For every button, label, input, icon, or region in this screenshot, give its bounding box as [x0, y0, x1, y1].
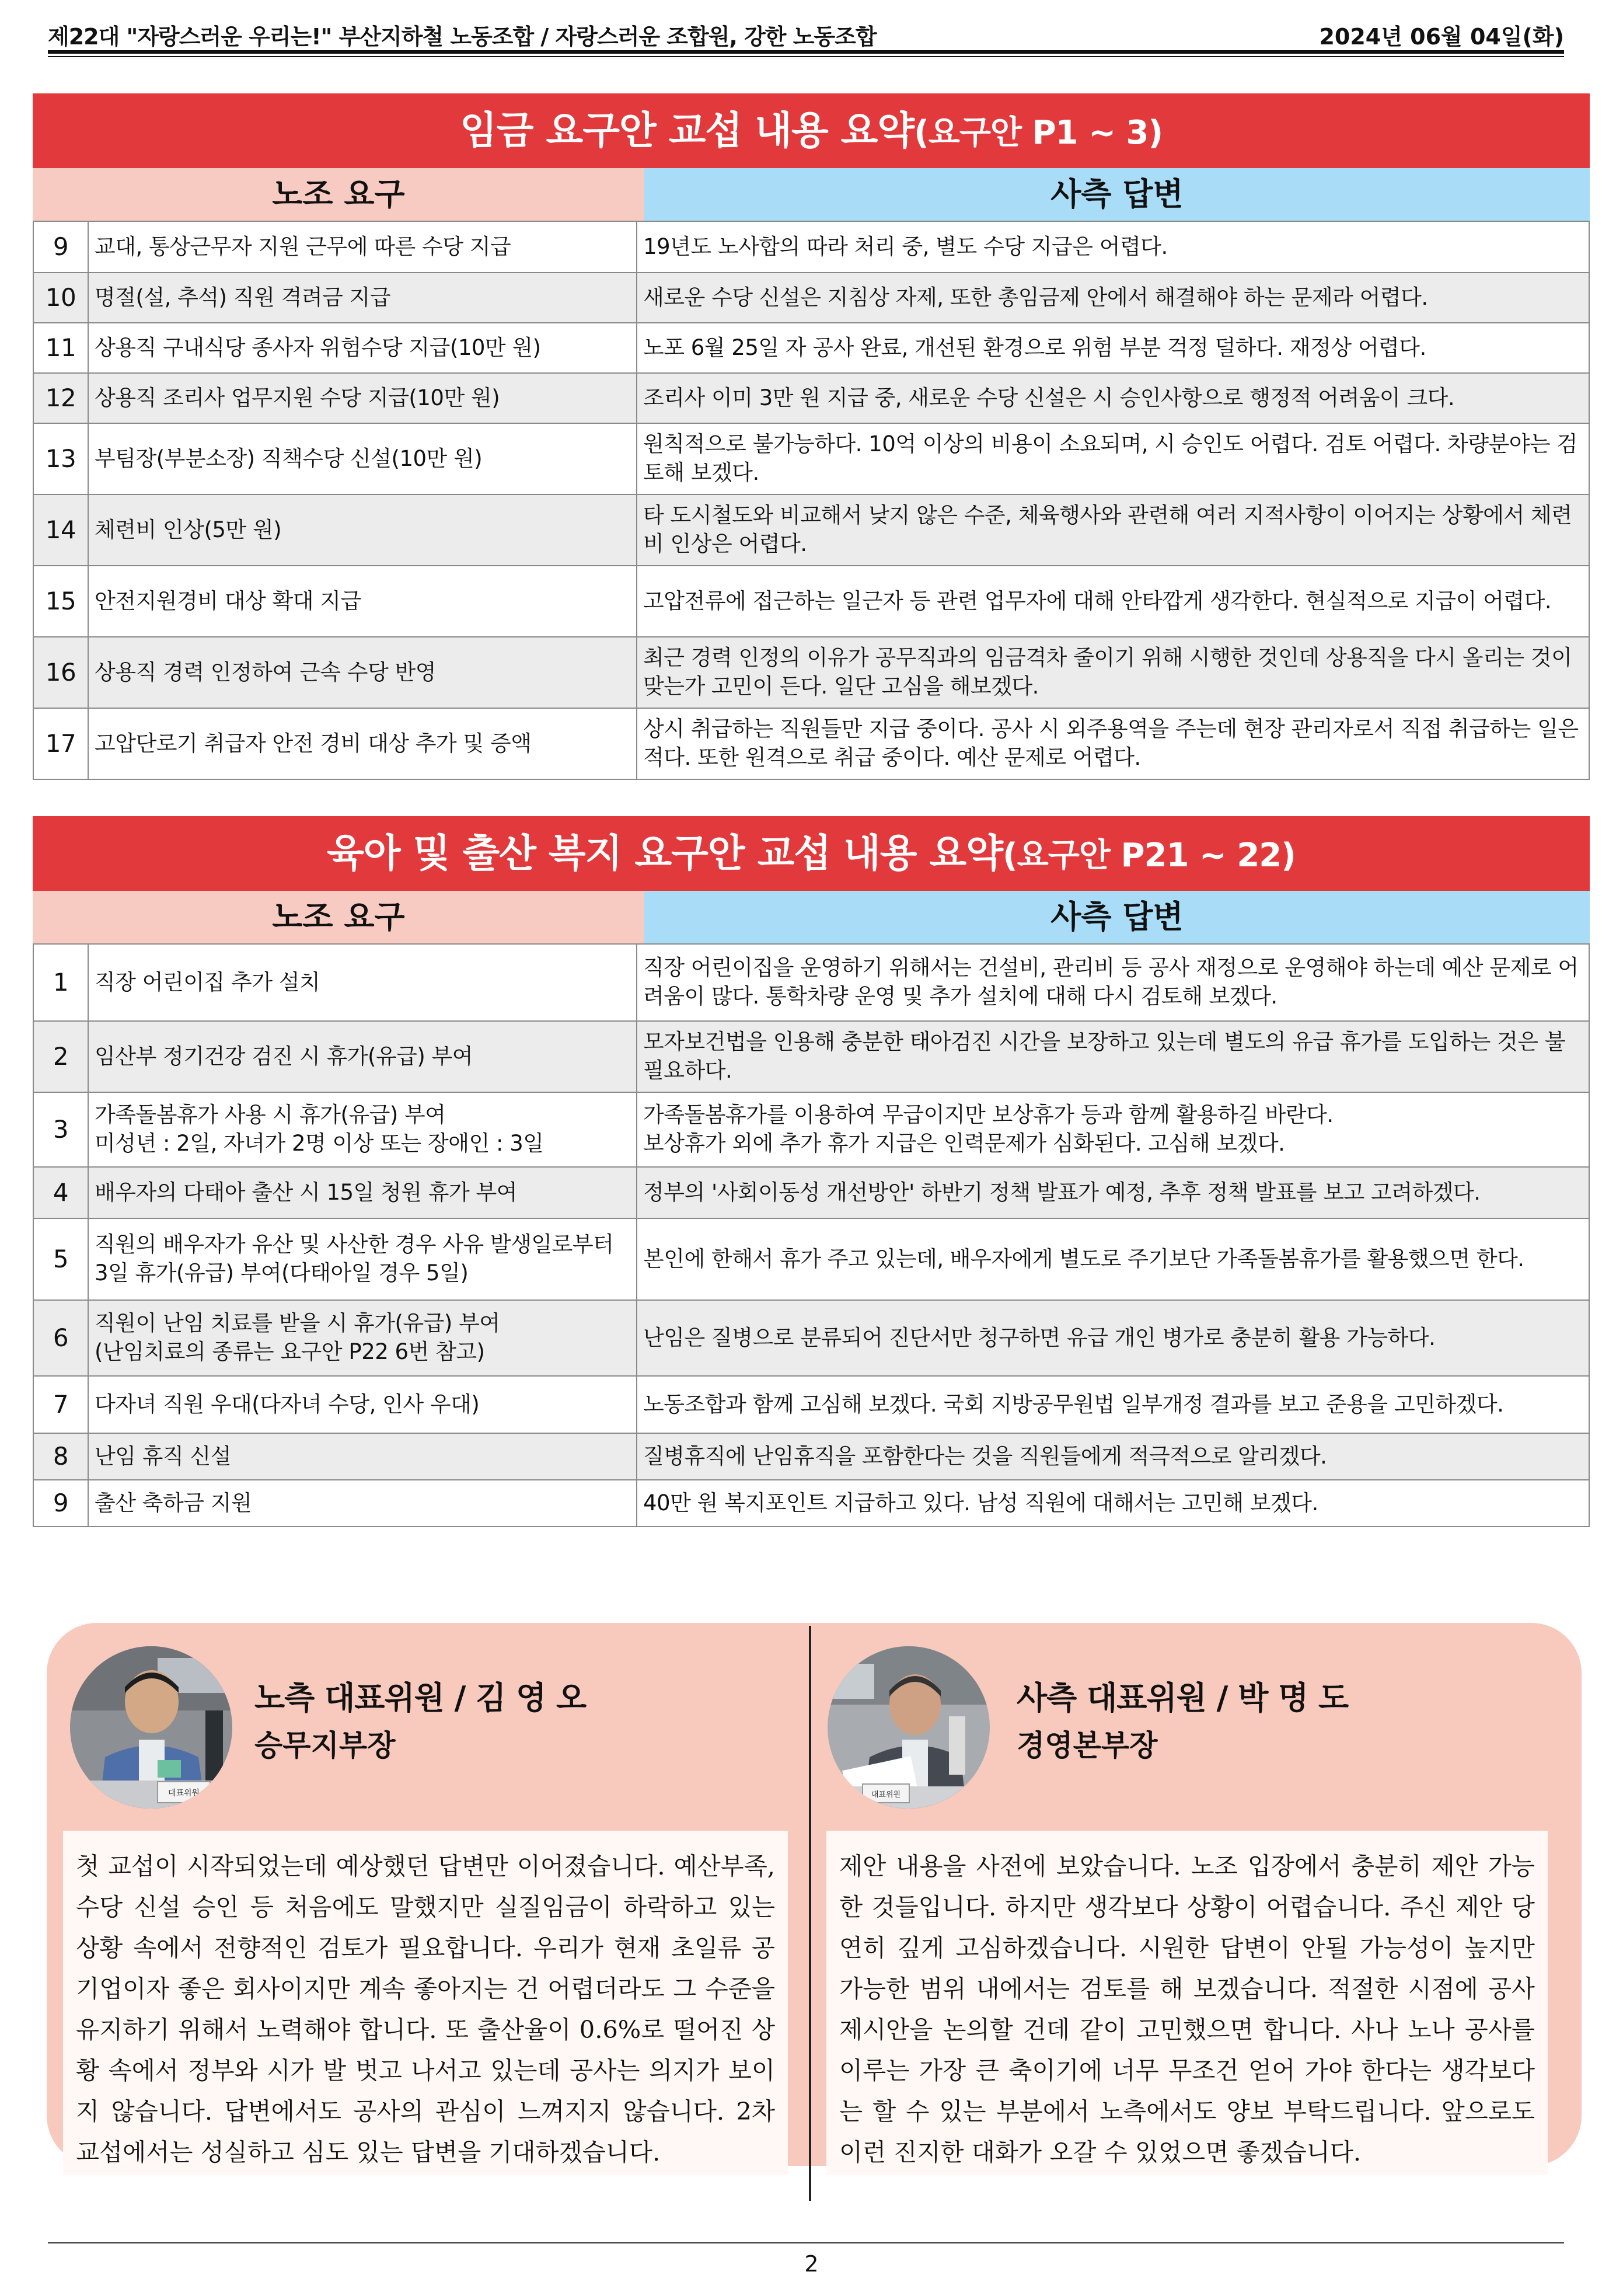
section-subtitle: (요구안 P21 ~ 22) [1003, 837, 1296, 874]
answer-text: 타 도시철도와 비교해서 낮지 않은 수준, 체육행사와 관련해 여러 지적사항이 이어지는 상황에서 체련비 인상은 어렵다. [643, 503, 1572, 556]
management-answer-cell [637, 1218, 1589, 1300]
childcare-section [33, 816, 1590, 1527]
mgmt-rep-statement: 제안 내용을 사전에 보았습니다. 노조 입장에서 충분히 제안 가능한 것들입니다. 하지만 생각보다 상황이 어렵습니다. 주신 제안 당연히 깊게 고심하겠습니다. 시원한 답변이 안될 가능성이 높지만 가능한 범위 내에서는 검토를 해 보겠습니다. 적절한 시점에 공사 제시안을 논의할 건데 같이 고민했으면 합니다. 사나 노나 공사를 이루는 가장 큰 축이기에 너무 무조건 얻어 가야 한다는 생각보다는 할 수 있는 부분에서 노측에서도 양보 부탁드립니다. 앞으로도 이런 진지한 대화가 오갈 수 있었으면 좋겠습니다. [826, 1831, 1548, 2175]
row-number: 14 [33, 494, 88, 566]
union-demand-cell [88, 1300, 637, 1376]
union-demand-cell [88, 494, 637, 566]
header-rule-thin [48, 56, 1564, 57]
union-rep-title: 노측 대표위원 / 김 영 오 [254, 1680, 587, 1716]
union-demand-cell [88, 1480, 637, 1527]
row-number: 9 [33, 221, 88, 273]
table-row [33, 637, 1589, 708]
answer-detail-text: 보상휴가 외에 추가 휴가 지급은 인력문제가 심화된다. 고심해 보겠다. [643, 1131, 1285, 1156]
table-row [33, 566, 1589, 637]
row-number: 10 [33, 273, 88, 323]
demand-text: 체련비 인상(5만 원) [95, 517, 282, 542]
union-demand-cell [88, 1376, 637, 1433]
demand-detail-text: (난임치료의 종류는 요구안 P22 6번 참고) [95, 1339, 485, 1364]
answer-text: 원칙적으로 불가능하다. 10억 이상의 비용이 소요되며, 시 승인도 어렵다. 검토 어렵다. 차량분야는 검토해 보겠다. [643, 431, 1577, 485]
table-row [33, 1433, 1589, 1480]
childcare-table [33, 943, 1590, 1527]
page-number: 2 [804, 2251, 819, 2277]
demand-text: 안전지원경비 대상 확대 지급 [95, 588, 361, 614]
answer-text: 난임은 질병으로 분류되어 진단서만 청구하면 유급 개인 병가로 충분히 활용 가능하다. [643, 1325, 1436, 1350]
demand-text: 상용직 경력 인정하여 근속 수당 반영 [95, 659, 436, 685]
table-row [33, 273, 1589, 323]
table-row [33, 1300, 1589, 1376]
wage-section [33, 93, 1590, 780]
table-row [33, 494, 1589, 566]
childcare-section-title [33, 816, 1590, 891]
union-demand-cell [88, 423, 637, 494]
union-rep-photo [70, 1646, 232, 1809]
row-number: 11 [33, 323, 88, 373]
nameplate-text: 대표위원 [871, 1790, 901, 1799]
demand-text: 직원이 난임 치료를 받을 시 휴가(유급) 부여 [95, 1311, 500, 1336]
answer-text: 40만 원 복지포인트 지급하고 있다. 남성 직원에 대해서는 고민해 보겠다. [643, 1490, 1318, 1515]
management-answer-cell [637, 1092, 1589, 1167]
row-number: 8 [33, 1433, 88, 1480]
management-answer-cell [637, 1167, 1589, 1218]
section-title-text: 육아 및 출산 복지 요구안 교섭 내용 요약 [327, 831, 1003, 876]
row-number: 4 [33, 1167, 88, 1218]
demand-text: 직원의 배우자가 유산 및 사산한 경우 사유 발생일로부터 3일 휴가(유급) 부여(다태아일 경우 5일) [95, 1232, 614, 1285]
demand-text: 고압단로기 취급자 안전 경비 대상 추가 및 증액 [95, 730, 532, 756]
answer-text: 상시 취급하는 직원들만 지급 중이다. 공사 시 외주용역을 주는데 현장 관리자로서 직접 취급하는 일은 적다. 또한 원격으로 취급 중이다. 예산 문제로 어렵다. [643, 716, 1579, 770]
answer-text: 새로운 수당 신설은 지침상 자제, 또한 총임금제 안에서 해결해야 하는 문제라 어렵다. [643, 284, 1428, 310]
representatives-divider [809, 1626, 811, 2201]
management-answer-cell [637, 566, 1589, 637]
row-number: 17 [33, 708, 88, 779]
union-demand-cell [88, 1021, 637, 1092]
union-demand-cell [88, 637, 637, 708]
column-management-answer: 사측 답변 [644, 891, 1590, 943]
union-demand-cell [88, 1092, 637, 1167]
row-number: 15 [33, 566, 88, 637]
answer-text: 최근 경력 인정의 이유가 공무직과의 임금격차 줄이기 위해 시행한 것인데 상용직을 다시 올리는 것이 맞는가 고민이 든다. 일단 고심을 해보겠다. [643, 645, 1572, 699]
header-union-title: 제22대 "자랑스러운 우리는!" 부산지하철 노동조합 / 자랑스러운 조합원, 강한 노동조합 [48, 24, 877, 50]
table-row [33, 708, 1589, 779]
answer-text: 모자보건법을 인용해 충분한 태아검진 시간을 보장하고 있는데 별도의 유급 휴가를 도입하는 것은 불필요하다. [643, 1029, 1566, 1083]
management-answer-cell [637, 323, 1589, 373]
union-demand-cell [88, 1167, 637, 1218]
table-row [33, 1376, 1589, 1433]
demand-text: 교대, 통상근무자 지원 근무에 따른 수당 지급 [95, 234, 511, 259]
column-union-demand: 노조 요구 [33, 168, 644, 221]
union-demand-cell [88, 1433, 637, 1480]
nameplate-text: 대표위원 [167, 1789, 200, 1798]
section-subtitle: (요구안 P1 ~ 3) [914, 114, 1163, 152]
management-answer-cell [637, 1021, 1589, 1092]
demand-detail-text: 미성년 : 2일, 자녀가 2명 이상 또는 장애인 : 3일 [95, 1131, 544, 1156]
demand-text: 다자녀 직원 우대(다자녀 수당, 인사 우대) [95, 1391, 480, 1417]
column-header [33, 891, 1590, 943]
row-number: 7 [33, 1376, 88, 1433]
row-number: 12 [33, 373, 88, 423]
demand-text: 상용직 구내식당 종사자 위험수당 지급(10만 원) [95, 335, 541, 360]
demand-text: 명절(설, 추석) 직원 격려금 지급 [95, 284, 391, 310]
row-number: 5 [33, 1218, 88, 1300]
management-answer-cell [637, 373, 1589, 423]
header-date: 2024년 06월 04일(화) [1319, 24, 1564, 50]
union-demand-cell [88, 373, 637, 423]
page-header [48, 14, 1564, 55]
management-answer-cell [637, 494, 1589, 566]
union-rep-position: 승무지부장 [254, 1729, 396, 1762]
row-number: 16 [33, 637, 88, 708]
answer-text: 조리사 이미 3만 원 지급 중, 새로운 수당 신설은 시 승인사항으로 행정적 어려움이 크다. [643, 385, 1455, 410]
table-row [33, 373, 1589, 423]
table-row [33, 323, 1589, 373]
header-rule [48, 50, 1564, 54]
footer-rule [48, 2242, 1564, 2243]
row-number: 6 [33, 1300, 88, 1376]
table-row [33, 944, 1589, 1021]
management-answer-cell [637, 423, 1589, 494]
section-title-text: 임금 요구안 교섭 내용 요약 [459, 108, 915, 153]
row-number: 1 [33, 944, 88, 1021]
answer-text: 직장 어린이집을 운영하기 위해서는 건설비, 관리비 등 공사 재정으로 운영해야 하는데 예산 문제로 어려움이 많다. 통학차량 운영 및 추가 설치에 대해 다시 검토해 보겠다. [643, 955, 1579, 1009]
union-demand-cell [88, 708, 637, 779]
demand-text: 임산부 정기건강 검진 시 휴가(유급) 부여 [95, 1043, 473, 1069]
demand-text: 배우자의 다태아 출산 시 15일 청원 휴가 부여 [95, 1179, 518, 1205]
table-row [33, 221, 1589, 273]
table-row [33, 1021, 1589, 1092]
wage-section-title [33, 93, 1590, 168]
management-answer-cell [637, 1433, 1589, 1480]
row-number: 9 [33, 1480, 88, 1527]
union-rep-statement: 첫 교섭이 시작되었는데 예상했던 답변만 이어졌습니다. 예산부족, 수당 신설 승인 등 처음에도 말했지만 실질임금이 하락하고 있는 상황 속에서 전향적인 검토가 필요합니다. 우리가 현재 초일류 공기업이자 좋은 회사이지만 계속 좋아지는 건 어렵더라도 그 수준을 유지하기 위해서 노력해야 합니다. 또 출산율이 0.6%로 떨어진 상황 속에서 정부와 시가 발 벗고 나서고 있는데 공사는 의지가 보이지 않습니다. 답변에서도 공사의 관심이 느껴지지 않습니다. 2차 교섭에서는 성실하고 심도 있는 답변을 기대하겠습니다. [63, 1831, 788, 2175]
demand-text: 상용직 조리사 업무지원 수당 지급(10만 원) [95, 385, 500, 410]
management-answer-cell [637, 1480, 1589, 1527]
union-demand-cell [88, 566, 637, 637]
table-row [33, 1480, 1589, 1527]
mgmt-rep-photo [828, 1646, 990, 1809]
union-demand-cell [88, 944, 637, 1021]
row-number: 13 [33, 423, 88, 494]
column-management-answer: 사측 답변 [644, 168, 1590, 221]
union-demand-cell [88, 323, 637, 373]
answer-text: 고압전류에 접근하는 일근자 등 관련 업무자에 대해 안타깝게 생각한다. 현실적으로 지급이 어렵다. [643, 588, 1552, 614]
mgmt-rep-title: 사측 대표위원 / 박 명 도 [1017, 1680, 1349, 1716]
demand-text: 난임 휴직 신설 [95, 1443, 231, 1469]
answer-text: 노동조합과 함께 고심해 보겠다. 국회 지방공무원법 일부개정 결과를 보고 준용을 고민하겠다. [643, 1391, 1504, 1417]
demand-text: 직장 어린이집 추가 설치 [95, 969, 320, 995]
union-demand-cell [88, 221, 637, 273]
answer-text: 노포 6월 25일 자 공사 완료, 개선된 환경으로 위험 부분 걱정 덜하다. 재정상 어렵다. [643, 335, 1426, 360]
management-answer-cell [637, 944, 1589, 1021]
union-demand-cell [88, 273, 637, 323]
table-row [33, 1167, 1589, 1218]
table-row [33, 1218, 1589, 1300]
management-answer-cell [637, 1300, 1589, 1376]
column-header [33, 168, 1590, 221]
demand-text: 부팀장(부분소장) 직책수당 신설(10만 원) [95, 445, 483, 471]
management-answer-cell [637, 637, 1589, 708]
demand-text: 출산 축하금 지원 [95, 1490, 252, 1515]
table-row [33, 423, 1589, 494]
wage-table [33, 221, 1590, 780]
management-answer-cell [637, 221, 1589, 273]
union-demand-cell [88, 1218, 637, 1300]
answer-text: 질병휴직에 난임휴직을 포함한다는 것을 직원들에게 적극적으로 알리겠다. [643, 1443, 1327, 1469]
management-answer-cell [637, 273, 1589, 323]
mgmt-rep-position: 경영본부장 [1017, 1729, 1158, 1762]
table-row [33, 1092, 1589, 1167]
answer-text: 정부의 '사회이동성 개선방안' 하반기 정책 발표가 예정, 추후 정책 발표를 보고 고려하겠다. [643, 1179, 1481, 1205]
answer-text: 본인에 한해서 휴가 주고 있는데, 배우자에게 별도로 주기보단 가족돌봄휴가를 활용했으면 한다. [643, 1246, 1524, 1271]
row-number: 3 [33, 1092, 88, 1167]
row-number: 2 [33, 1021, 88, 1092]
management-answer-cell [637, 1376, 1589, 1433]
answer-text: 19년도 노사합의 따라 처리 중, 별도 수당 지급은 어렵다. [643, 234, 1168, 259]
demand-text: 가족돌봄휴가 사용 시 휴가(유급) 부여 [95, 1102, 446, 1128]
answer-text: 가족돌봄휴가를 이용하여 무급이지만 보상휴가 등과 함께 활용하길 바란다. [643, 1102, 1334, 1128]
management-answer-cell [637, 708, 1589, 779]
column-union-demand: 노조 요구 [33, 891, 644, 943]
